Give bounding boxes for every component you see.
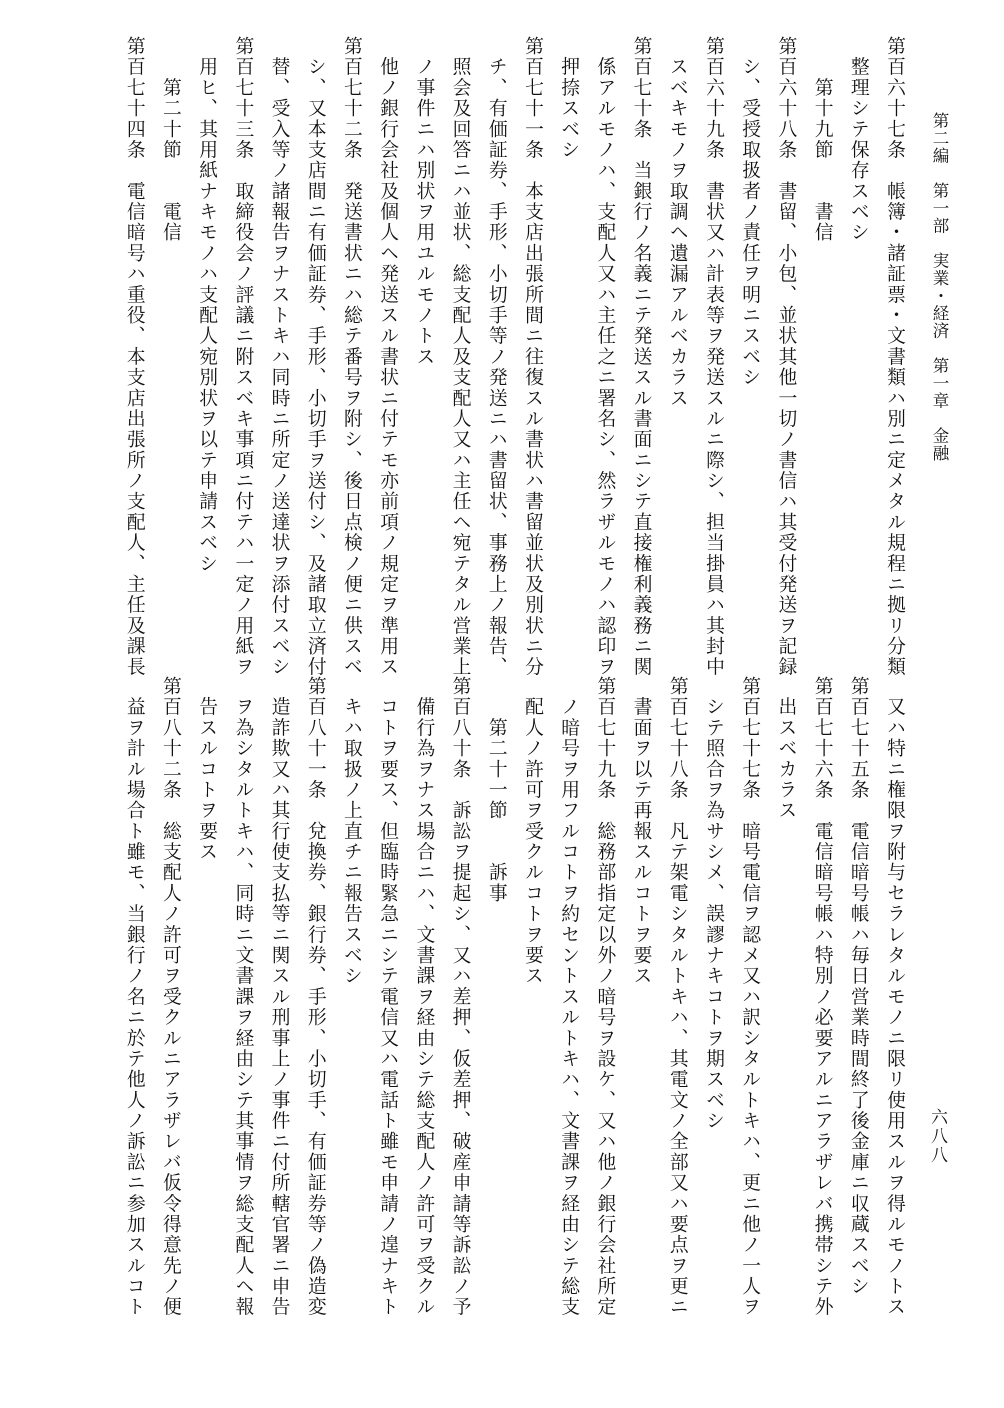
- text-column: 係アルモノハ、支配人又ハ主任之ニ署名シ、然ラザルモノハ認印ヲ: [594, 36, 616, 678]
- text-column: 整理シテ保存スベシ: [847, 36, 869, 243]
- text-column: 第百七十六条 電信暗号帳ハ特別ノ必要アルニアラザレバ携帯シテ外: [811, 676, 833, 1318]
- text-column: 第百七十一条 本支店出張所間ニ往復スル書状ハ書留並状及別状ニ分: [521, 36, 543, 678]
- text-column: 第百八十一条 兌換券、銀行券、手形、小切手、有価証券等ノ偽造変: [304, 676, 326, 1318]
- text-column: 又ハ特ニ権限ヲ附与セラレタルモノニ限リ使用スルヲ得ルモノトス: [884, 676, 905, 1318]
- text-column: 第百七十七条 暗号電信ヲ認メ又ハ訳シタルトキハ、更ニ他ノ一人ヲ: [739, 676, 761, 1318]
- text-column: コトヲ要ス、但臨時緊急ニシテ電信又ハ電話ト雖モ申請ノ遑ナキト: [377, 676, 399, 1318]
- text-column: シ、受授取扱者ノ責任ヲ明ニスベシ: [739, 36, 761, 388]
- text-column: 益ヲ計ル場合ト雖モ、当銀行ノ名ニ於テ他人ノ訴訟ニ参加スルコト: [123, 676, 145, 1318]
- text-column: ヲ為シタルトキハ、同時ニ文書課ヲ経由シテ其事情ヲ総支配人ヘ報: [232, 676, 254, 1318]
- text-block-upper: [116, 36, 912, 678]
- text-column: キハ取扱ノ上直チニ報告スベシ: [340, 676, 362, 987]
- text-column: シ、又本支店間ニ有価証券、手形、小切手ヲ送付シ、及諸取立済付: [304, 36, 326, 678]
- text-column: 配人ノ許可ヲ受クルコトヲ要ス: [521, 676, 543, 987]
- text-column: チ、有価証券、手形、小切手等ノ発送ニハ書留状、事務上ノ報告、: [485, 36, 507, 678]
- page-number: 六八八: [927, 1108, 947, 1165]
- text-column: 第百八十二条 総支配人ノ許可ヲ受クルニアラザレバ仮令得意先ノ便: [159, 676, 181, 1318]
- text-column: 替、受入等ノ諸報告ヲナストキハ同時ニ所定ノ送達状ヲ添付スベシ: [268, 36, 290, 678]
- text-column: 第二十一節 訴事: [485, 676, 507, 904]
- text-column: 第百八十条 訴訟ヲ提起シ、又ハ差押、仮差押、破産申請等訴訟ノ予: [449, 676, 471, 1318]
- text-column: 第二十節 電信: [159, 36, 181, 243]
- text-column: 第百六十七条 帳簿・諸証票・文書類ハ別ニ定メタル規程ニ拠リ分類: [884, 36, 905, 678]
- text-column: 第百七十条 当銀行ノ名義ニテ発送スル書面ニシテ直接権利義務ニ関: [630, 36, 652, 678]
- text-column: 第百七十八条 凡テ架電シタルトキハ、其電文ノ全部又ハ要点ヲ更ニ: [666, 676, 688, 1318]
- text-column: 用ヒ、其用紙ナキモノハ支配人宛別状ヲ以テ申請スベシ: [196, 36, 218, 574]
- text-column: 第百七十四条 電信暗号ハ重役、本支店出張所ノ支配人、主任及課長: [123, 36, 145, 678]
- text-column: シテ照合ヲ為サシメ、誤謬ナキコトヲ期スベシ: [702, 676, 724, 1132]
- text-column: 造詐欺又ハ其行使支払等ニ関スル刑事上ノ事件ニ付所轄官署ニ申告: [268, 676, 290, 1318]
- running-header: 第二編 第一部 実業・経済 第一章 金融: [930, 112, 949, 462]
- text-column: スベキモノヲ取調ヘ遺漏アルベカラス: [666, 36, 688, 409]
- text-column: 他ノ銀行会社及個人ヘ発送スル書状ニ付テモ亦前項ノ規定ヲ準用ス: [377, 36, 399, 678]
- text-column: 第百七十五条 電信暗号帳ハ毎日営業時間終了後金庫ニ収蔵スベシ: [847, 676, 869, 1297]
- text-column: ノ事件ニハ別状ヲ用ユルモノトス: [413, 36, 435, 368]
- text-column: 第百七十三条 取締役会ノ評議ニ附スベキ事項ニ付テハ一定ノ用紙ヲ: [232, 36, 254, 678]
- text-column: ノ暗号ヲ用フルコトヲ約セントスルトキハ、文書課ヲ経由シテ総支: [558, 676, 580, 1318]
- text-column: 書面ヲ以テ再報スルコトヲ要ス: [630, 676, 652, 987]
- text-column: 備行為ヲナス場合ニハ、文書課ヲ経由シテ総支配人ノ許可ヲ受クル: [413, 676, 435, 1318]
- text-column: 第百六十九条 書状又ハ計表等ヲ発送スルニ際シ、担当掛員ハ其封中: [702, 36, 724, 678]
- text-column: 第百七十九条 総務部指定以外ノ暗号ヲ設ケ、又ハ他ノ銀行会社所定: [594, 676, 616, 1318]
- text-column: 第百六十八条 書留、小包、並状其他一切ノ書信ハ其受付発送ヲ記録: [775, 36, 797, 678]
- text-column: 告スルコトヲ要ス: [196, 676, 218, 863]
- text-column: 第十九節 書信: [811, 36, 833, 243]
- text-block-lower: [116, 676, 912, 1318]
- text-column: 第百七十二条 発送書状ニハ総テ番号ヲ附シ、後日点検ノ便ニ供スベ: [340, 36, 362, 678]
- text-column: 押捺スベシ: [558, 36, 580, 161]
- text-column: 照会及回答ニハ並状、総支配人及支配人又ハ主任ヘ宛テタル営業上: [449, 36, 471, 678]
- text-column: 出スベカラス: [775, 676, 797, 821]
